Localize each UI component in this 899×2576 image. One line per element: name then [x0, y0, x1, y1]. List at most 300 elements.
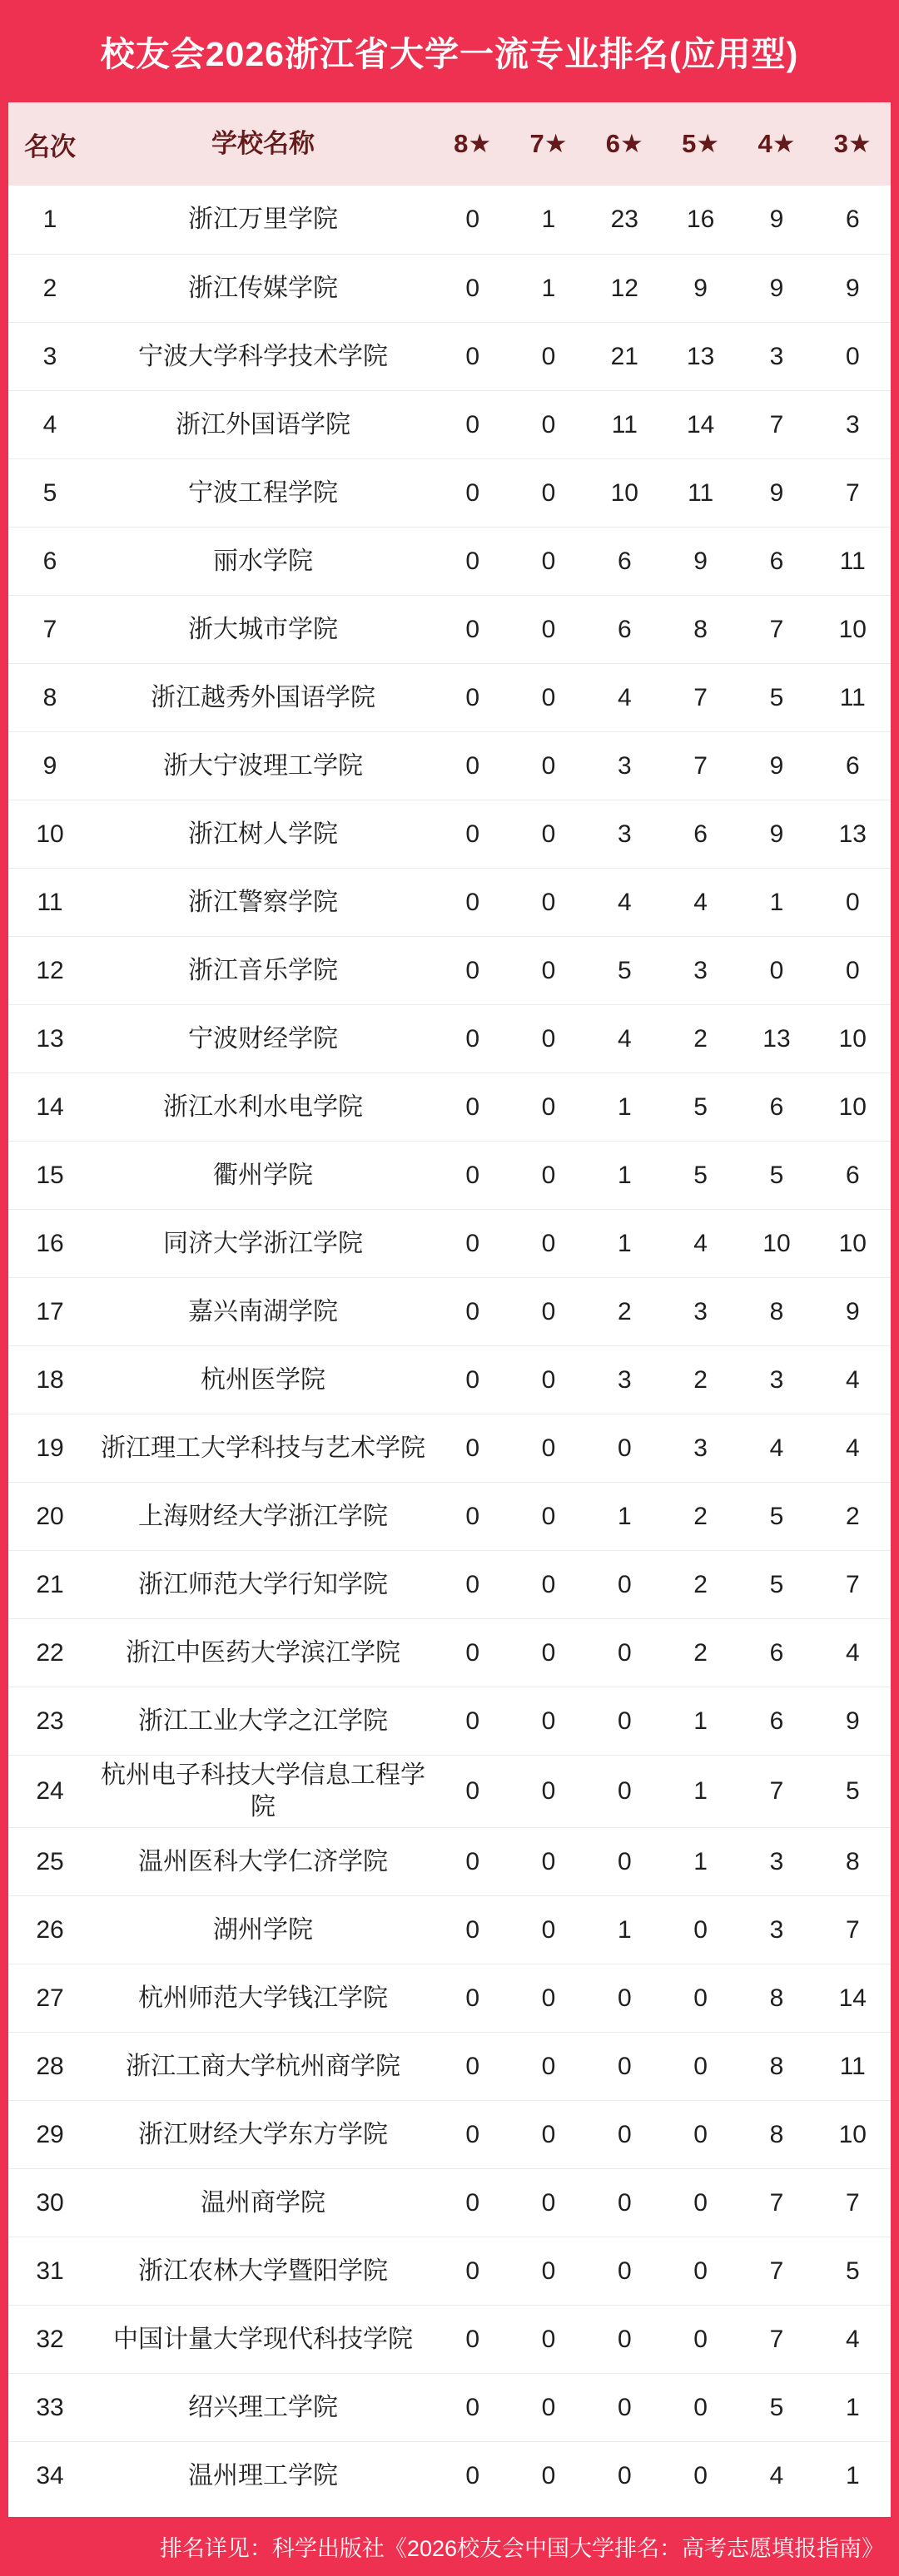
school-name-cell: 温州医科大学仁济学院 [138, 1847, 388, 1875]
school-name-cell: 浙江农林大学暨阳学院 [138, 2256, 388, 2285]
star-count-cell-6: 6 [617, 615, 632, 643]
star-count-cell-8: 0 [465, 1092, 479, 1121]
star-count-cell-7: 0 [541, 888, 556, 916]
star-count-cell-3: 6 [845, 206, 860, 233]
star-count-cell-8: 0 [465, 683, 479, 711]
rank-cell: 22 [36, 1638, 64, 1667]
star-count-cell-3: 13 [838, 820, 867, 848]
rank-cell: 28 [36, 2052, 64, 2080]
star-count-cell-4: 7 [769, 2325, 784, 2353]
star-count-cell-4: 5 [769, 1570, 784, 1598]
star-count-cell-7: 0 [541, 2120, 556, 2148]
table-row [8, 1004, 891, 1073]
table-row [8, 1073, 891, 1141]
star-count-cell-4: 3 [769, 1365, 784, 1394]
star-count-cell-4: 6 [769, 1638, 784, 1667]
star-count-cell-6: 0 [617, 1570, 632, 1598]
table-row [8, 1482, 891, 1550]
star-count-cell-6: 0 [617, 2325, 632, 2353]
rank-cell: 17 [36, 1297, 64, 1325]
star-count-cell-5: 14 [686, 410, 715, 438]
star-count-cell-8: 0 [465, 1434, 479, 1462]
table-row [8, 2168, 891, 2237]
star-count-cell-7: 0 [541, 615, 556, 643]
star-count-cell-5: 0 [693, 1984, 708, 2012]
table-row [8, 458, 891, 527]
rank-cell: 24 [36, 1777, 64, 1805]
star-count-cell-8: 0 [465, 2461, 479, 2489]
header-6-star: 6★ [605, 129, 643, 158]
star-count-cell-8: 0 [465, 206, 479, 233]
star-count-cell-8: 0 [465, 888, 479, 916]
rank-cell: 21 [36, 1570, 64, 1598]
star-count-cell-7: 0 [541, 1847, 556, 1875]
star-count-cell-7: 0 [541, 1365, 556, 1394]
rank-cell: 25 [36, 1847, 64, 1875]
star-count-cell-8: 0 [465, 1984, 479, 2012]
star-count-cell-8: 0 [465, 1365, 479, 1394]
star-count-cell-7: 0 [541, 1434, 556, 1462]
rank-cell: 4 [42, 410, 57, 438]
star-count-cell-3: 7 [845, 1570, 860, 1598]
school-name-cell: 浙江外国语学院 [176, 410, 350, 438]
school-name-cell: 浙江工业大学之江学院 [138, 1707, 388, 1735]
table-row [8, 2237, 891, 2305]
header-7-star: 7★ [529, 129, 568, 158]
school-name-cell: 同济大学浙江学院 [163, 1229, 363, 1257]
rank-cell: 14 [36, 1092, 64, 1121]
star-count-cell-6: 0 [617, 1777, 632, 1805]
star-count-cell-4: 10 [762, 1229, 791, 1257]
star-count-cell-3: 10 [838, 1024, 867, 1053]
school-name-cell: 浙大城市学院 [188, 615, 338, 643]
star-count-cell-7: 0 [541, 820, 556, 848]
rank-cell: 26 [36, 1915, 64, 1944]
star-count-cell-3: 0 [845, 888, 860, 916]
star-count-cell-6: 1 [617, 1092, 632, 1121]
table-body [8, 186, 891, 2509]
star-count-cell-7: 0 [541, 1777, 556, 1805]
star-count-cell-5: 0 [693, 2052, 708, 2080]
star-count-cell-7: 0 [541, 547, 556, 575]
star-count-cell-6: 1 [617, 1915, 632, 1944]
table-row [8, 1277, 891, 1345]
header-4-star: 4★ [757, 129, 796, 158]
star-count-cell-8: 0 [465, 820, 479, 848]
star-count-cell-4: 8 [769, 2120, 784, 2148]
star-count-cell-6: 0 [617, 2052, 632, 2080]
rank-cell: 20 [36, 1502, 64, 1530]
star-count-cell-8: 0 [465, 342, 479, 370]
star-count-cell-8: 0 [465, 1024, 479, 1053]
table-row [8, 1618, 891, 1687]
star-count-cell-3: 6 [845, 1161, 860, 1189]
star-count-cell-4: 6 [769, 547, 784, 575]
star-count-cell-5: 4 [693, 1229, 708, 1257]
star-count-cell-7: 0 [541, 1092, 556, 1121]
rank-cell: 7 [42, 615, 57, 643]
star-count-cell-4: 3 [769, 342, 784, 370]
star-count-cell-4: 9 [769, 478, 784, 507]
star-count-cell-6: 0 [617, 2188, 632, 2217]
school-name-cell: 浙江万里学院 [188, 206, 338, 233]
star-count-cell-4: 9 [769, 820, 784, 848]
rank-cell: 8 [42, 683, 57, 711]
star-count-cell-5: 2 [693, 1365, 708, 1394]
star-count-cell-7: 0 [541, 1024, 556, 1053]
rank-cell: 34 [36, 2461, 64, 2489]
star-count-cell-4: 5 [769, 683, 784, 711]
table-row [8, 2305, 891, 2373]
school-name-cell: 杭州电子科技大学信息工程学院 [101, 1761, 425, 1821]
header-3-star: 3★ [833, 129, 872, 158]
star-count-cell-8: 0 [465, 2256, 479, 2285]
star-count-cell-5: 4 [693, 888, 708, 916]
school-name-cell: 宁波财经学院 [188, 1024, 338, 1053]
school-name-cell: 衢州学院 [213, 1161, 313, 1189]
table-row [8, 527, 891, 595]
header-8-star: 8★ [454, 129, 492, 158]
star-count-cell-7: 0 [541, 1161, 556, 1189]
star-count-cell-6: 4 [617, 1024, 632, 1053]
star-count-cell-3: 0 [845, 956, 860, 984]
school-name-cell: 杭州医学院 [201, 1365, 325, 1394]
school-name-cell: 湖州学院 [213, 1915, 313, 1944]
school-name-cell: 杭州师范大学钱江学院 [138, 1984, 388, 2012]
star-count-cell-3: 4 [845, 1638, 860, 1667]
star-count-cell-8: 0 [465, 1502, 479, 1530]
table-row [8, 1827, 891, 1895]
star-count-cell-7: 0 [541, 1297, 556, 1325]
star-count-cell-5: 0 [693, 1915, 708, 1944]
rank-cell: 30 [36, 2188, 64, 2217]
star-count-cell-7: 0 [541, 2256, 556, 2285]
star-count-cell-5: 3 [693, 1434, 708, 1462]
table-row [8, 1550, 891, 1618]
star-count-cell-6: 0 [617, 2120, 632, 2148]
star-count-cell-5: 2 [693, 1570, 708, 1598]
star-count-cell-4: 5 [769, 2393, 784, 2421]
star-count-cell-4: 4 [769, 2461, 784, 2489]
star-count-cell-5: 16 [686, 206, 715, 233]
star-count-cell-4: 9 [769, 274, 784, 302]
school-name-cell: 温州理工学院 [188, 2461, 338, 2489]
star-count-cell-7: 0 [541, 1229, 556, 1257]
star-count-cell-5: 0 [693, 2461, 708, 2489]
star-count-cell-7: 0 [541, 1502, 556, 1530]
star-count-cell-6: 0 [617, 1434, 632, 1462]
table-row [8, 1895, 891, 1964]
table-row [8, 2032, 891, 2100]
star-count-cell-7: 0 [541, 2188, 556, 2217]
rank-cell: 23 [36, 1707, 64, 1735]
star-count-cell-5: 0 [693, 2393, 708, 2421]
table-row [8, 1755, 891, 1827]
star-count-cell-6: 2 [617, 1297, 632, 1325]
star-count-cell-8: 0 [465, 615, 479, 643]
star-count-cell-7: 0 [541, 2052, 556, 2080]
star-count-cell-5: 0 [693, 2188, 708, 2217]
star-count-cell-6: 10 [610, 478, 638, 507]
star-count-cell-6: 4 [617, 683, 632, 711]
star-count-cell-5: 7 [693, 683, 708, 711]
star-count-cell-4: 3 [769, 1847, 784, 1875]
star-count-cell-3: 10 [838, 1092, 867, 1121]
page-title: 校友会2026浙江省大学一流专业排名(应用型) [100, 35, 799, 73]
star-count-cell-8: 0 [465, 2052, 479, 2080]
star-count-cell-5: 5 [693, 1092, 708, 1121]
school-name-cell: 浙江树人学院 [188, 820, 338, 848]
star-count-cell-5: 1 [693, 1707, 708, 1735]
school-name-cell: 浙江中医药大学滨江学院 [126, 1638, 400, 1667]
table-row [8, 322, 891, 390]
star-count-cell-6: 4 [617, 888, 632, 916]
table-row [8, 2441, 891, 2509]
star-count-cell-8: 0 [465, 1777, 479, 1805]
star-count-cell-3: 4 [845, 2325, 860, 2353]
table-row [8, 2100, 891, 2168]
star-count-cell-7: 0 [541, 410, 556, 438]
school-name-cell: 浙江传媒学院 [188, 274, 338, 302]
star-count-cell-4: 8 [769, 1297, 784, 1325]
star-count-cell-6: 0 [617, 1847, 632, 1875]
star-count-cell-6: 3 [617, 1365, 632, 1394]
rank-cell: 19 [36, 1434, 64, 1462]
star-count-cell-4: 13 [762, 1024, 791, 1053]
school-name-cell: 宁波大学科学技术学院 [138, 342, 388, 370]
star-count-cell-7: 0 [541, 1707, 556, 1735]
table-row [8, 254, 891, 322]
star-count-cell-7: 0 [541, 1638, 556, 1667]
star-count-cell-3: 10 [838, 2120, 867, 2148]
star-count-cell-4: 6 [769, 1092, 784, 1121]
star-count-cell-5: 0 [693, 2120, 708, 2148]
school-name-cell: 绍兴理工学院 [188, 2393, 338, 2421]
star-count-cell-4: 7 [769, 2188, 784, 2217]
star-count-cell-8: 0 [465, 2120, 479, 2148]
rank-cell: 11 [37, 888, 63, 916]
star-count-cell-7: 0 [541, 2393, 556, 2421]
star-count-cell-4: 7 [769, 615, 784, 643]
star-count-cell-3: 1 [845, 2393, 860, 2421]
star-count-cell-5: 3 [693, 1297, 708, 1325]
star-count-cell-6: 5 [617, 956, 632, 984]
star-count-cell-5: 13 [686, 342, 715, 370]
star-count-cell-8: 0 [465, 1161, 479, 1189]
star-count-cell-6: 0 [617, 2256, 632, 2285]
star-count-cell-4: 1 [769, 888, 784, 916]
star-count-cell-4: 8 [769, 2052, 784, 2080]
table-row [8, 390, 891, 458]
star-count-cell-3: 5 [845, 2256, 860, 2285]
school-name-cell: 上海财经大学浙江学院 [138, 1502, 388, 1530]
table-row [8, 595, 891, 663]
table-row [8, 1687, 891, 1755]
table-row [8, 868, 891, 936]
star-count-cell-3: 10 [838, 1229, 867, 1257]
star-count-cell-7: 0 [541, 683, 556, 711]
table-row [8, 186, 891, 254]
table-row [8, 663, 891, 731]
header-rank: 名次 [24, 131, 76, 161]
school-name-cell: 浙江财经大学东方学院 [138, 2120, 388, 2148]
star-count-cell-3: 10 [838, 615, 867, 643]
rank-cell: 10 [36, 820, 64, 848]
rank-cell: 2 [42, 274, 57, 302]
star-count-cell-3: 8 [845, 1847, 860, 1875]
star-count-cell-5: 11 [688, 478, 714, 507]
rank-cell: 32 [36, 2325, 64, 2353]
rank-cell: 9 [42, 751, 57, 780]
star-count-cell-8: 0 [465, 2393, 479, 2421]
star-count-cell-7: 0 [541, 2325, 556, 2353]
rank-cell: 13 [36, 1024, 64, 1053]
rank-cell: 12 [36, 956, 64, 984]
star-count-cell-5: 6 [693, 820, 708, 848]
star-count-cell-8: 0 [465, 274, 479, 302]
star-count-cell-3: 14 [838, 1984, 867, 2012]
star-count-cell-4: 9 [769, 751, 784, 780]
star-count-cell-6: 1 [617, 1229, 632, 1257]
star-count-cell-8: 0 [465, 1915, 479, 1944]
star-count-cell-3: 1 [845, 2461, 860, 2489]
footer-note: 排名详见：科学出版社《2026校友会中国大学排名：高考志愿填报指南》 [159, 2536, 884, 2561]
star-count-cell-6: 0 [617, 2461, 632, 2489]
ranking-table [8, 102, 891, 2517]
star-count-cell-5: 0 [693, 2325, 708, 2353]
star-count-cell-7: 0 [541, 478, 556, 507]
star-count-cell-5: 2 [693, 1502, 708, 1530]
school-name-cell: 宁波工程学院 [188, 478, 338, 507]
star-count-cell-6: 0 [617, 1707, 632, 1735]
star-count-cell-7: 0 [541, 342, 556, 370]
star-count-cell-6: 23 [610, 206, 638, 233]
rank-cell: 33 [36, 2393, 64, 2421]
rank-cell: 31 [36, 2256, 64, 2285]
table-row [8, 1414, 891, 1482]
star-count-cell-3: 7 [845, 1915, 860, 1944]
star-count-cell-5: 8 [693, 615, 708, 643]
school-name-cell: 浙江师范大学行知学院 [138, 1570, 388, 1598]
star-count-cell-4: 5 [769, 1161, 784, 1189]
header-school-name: 学校名称 [211, 129, 315, 158]
star-count-cell-3: 11 [839, 683, 866, 711]
star-count-cell-3: 11 [839, 547, 866, 575]
star-count-cell-3: 5 [845, 1777, 860, 1805]
star-count-cell-5: 7 [693, 751, 708, 780]
star-count-cell-8: 0 [465, 956, 479, 984]
table-row [8, 731, 891, 800]
star-count-cell-4: 7 [769, 1777, 784, 1805]
table-row [8, 1209, 891, 1277]
table-row [8, 800, 891, 868]
school-name-cell: 浙江越秀外国语学院 [151, 683, 375, 711]
rank-cell: 3 [42, 342, 57, 370]
star-count-cell-3: 7 [845, 478, 860, 507]
star-count-cell-7: 0 [541, 2461, 556, 2489]
star-count-cell-4: 7 [769, 410, 784, 438]
star-count-cell-3: 3 [845, 410, 860, 438]
star-count-cell-6: 21 [610, 342, 638, 370]
star-count-cell-5: 9 [693, 547, 708, 575]
star-count-cell-7: 0 [541, 956, 556, 984]
star-count-cell-8: 0 [465, 751, 479, 780]
star-count-cell-7: 1 [541, 206, 556, 233]
star-count-cell-3: 11 [839, 2052, 866, 2080]
star-count-cell-6: 11 [611, 410, 638, 438]
rank-cell: 5 [42, 478, 57, 507]
star-count-cell-8: 0 [465, 2188, 479, 2217]
table-header-row [8, 102, 891, 186]
star-count-cell-4: 6 [769, 1707, 784, 1735]
table-row [8, 936, 891, 1004]
star-count-cell-6: 1 [617, 1502, 632, 1530]
rank-cell: 29 [36, 2120, 64, 2148]
star-count-cell-8: 0 [465, 1638, 479, 1667]
rank-cell: 15 [36, 1161, 64, 1189]
star-count-cell-8: 0 [465, 1707, 479, 1735]
star-count-cell-5: 9 [693, 274, 708, 302]
star-count-cell-6: 0 [617, 2393, 632, 2421]
star-count-cell-8: 0 [465, 1847, 479, 1875]
star-count-cell-4: 7 [769, 2256, 784, 2285]
school-name-cell: 嘉兴南湖学院 [188, 1297, 338, 1325]
star-count-cell-3: 2 [845, 1502, 860, 1530]
star-count-cell-8: 0 [465, 410, 479, 438]
star-count-cell-6: 3 [617, 751, 632, 780]
header-5-star: 5★ [682, 129, 720, 158]
star-count-cell-3: 4 [845, 1434, 860, 1462]
star-count-cell-4: 5 [769, 1502, 784, 1530]
rank-cell: 6 [42, 547, 57, 575]
star-count-cell-3: 6 [845, 751, 860, 780]
star-count-cell-3: 9 [845, 1707, 860, 1735]
table-row [8, 1964, 891, 2032]
star-count-cell-5: 5 [693, 1161, 708, 1189]
table-row [8, 1141, 891, 1209]
school-name-cell: 中国计量大学现代科技学院 [113, 2325, 413, 2353]
star-count-cell-8: 0 [465, 2325, 479, 2353]
star-count-cell-4: 8 [769, 1984, 784, 2012]
star-count-cell-8: 0 [465, 1570, 479, 1598]
star-count-cell-5: 1 [693, 1777, 708, 1805]
school-name-cell: 浙江理工大学科技与艺术学院 [101, 1434, 425, 1462]
star-count-cell-3: 9 [845, 1297, 860, 1325]
star-count-cell-4: 3 [769, 1915, 784, 1944]
star-count-cell-4: 0 [769, 956, 784, 984]
star-count-cell-7: 0 [541, 1570, 556, 1598]
star-count-cell-5: 2 [693, 1638, 708, 1667]
star-count-cell-6: 3 [617, 820, 632, 848]
rank-cell: 18 [36, 1365, 64, 1394]
star-count-cell-8: 0 [465, 478, 479, 507]
star-count-cell-8: 0 [465, 547, 479, 575]
rank-cell: 27 [36, 1984, 64, 2012]
table-row [8, 1345, 891, 1414]
star-count-cell-8: 0 [465, 1229, 479, 1257]
school-name-cell: 浙江水利水电学院 [163, 1092, 363, 1121]
rank-cell: 16 [36, 1229, 64, 1257]
star-count-cell-7: 0 [541, 1984, 556, 2012]
school-name-cell: 浙江音乐学院 [188, 956, 338, 984]
star-count-cell-5: 2 [693, 1024, 708, 1053]
star-count-cell-3: 7 [845, 2188, 860, 2217]
star-count-cell-4: 4 [769, 1434, 784, 1462]
school-name-cell: 丽水学院 [213, 547, 313, 575]
star-count-cell-3: 9 [845, 274, 860, 302]
school-name-cell: 浙江工商大学杭州商学院 [126, 2052, 400, 2080]
table-row [8, 2373, 891, 2441]
